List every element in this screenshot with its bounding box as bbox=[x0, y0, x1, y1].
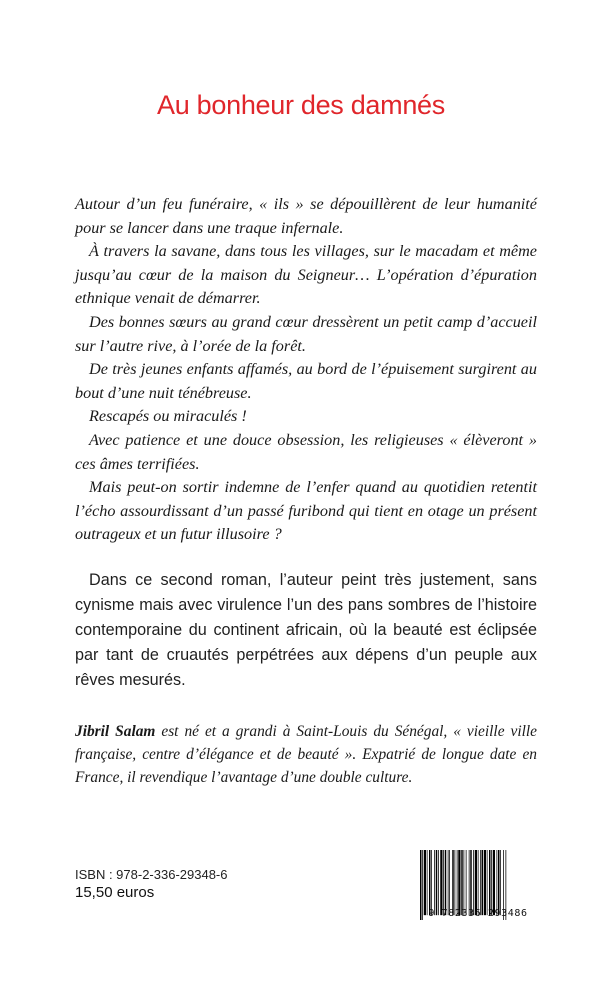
barcode-bar bbox=[427, 850, 428, 915]
barcode-bar bbox=[424, 850, 426, 915]
barcode-bar bbox=[487, 850, 488, 915]
barcode-bar bbox=[458, 850, 460, 915]
barcode-bar bbox=[461, 850, 463, 915]
barcode-bar bbox=[491, 850, 492, 915]
barcode-bar bbox=[445, 850, 447, 915]
blurb-paragraph: De très jeunes enfants affamés, au bord de l’épuisement surgirent au bout d’une nuit ténébreuse. bbox=[75, 360, 537, 402]
book-title: Au bonheur des damnés bbox=[157, 90, 445, 120]
isbn: ISBN : 978-2-336-29348-6 bbox=[75, 867, 228, 882]
blurb-paragraph: Avec patience et une douce obsession, les religieuses « élèveront » ces âmes terrifiées. bbox=[75, 430, 537, 473]
barcode-bar bbox=[431, 850, 432, 915]
blurb bbox=[75, 193, 537, 547]
blurb-paragraph: À travers la savane, dans tous les villages, sur le macadam et même jusqu’au cœur de la maison du Seigneur… L’opération d’épuration ethnique venait de démarrer. bbox=[75, 242, 537, 308]
barcode-bar bbox=[434, 850, 435, 915]
barcode-bar bbox=[480, 850, 481, 915]
barcode-bar bbox=[466, 850, 467, 915]
barcode-bar bbox=[484, 850, 486, 915]
blurb-paragraph: Des bonnes sœurs au grand cœur dressèrent un petit camp d’accueil sur l’autre rive, à l’orée de la forêt. bbox=[75, 312, 537, 355]
barcode-bar bbox=[436, 850, 438, 915]
barcode-bar bbox=[493, 850, 495, 915]
barcode-bar bbox=[489, 850, 491, 915]
barcode-bar bbox=[470, 850, 472, 915]
bio-text: est né et a grandi à Saint-Louis du Sénégal, « vieille ville française, centre d’élégance et de beauté ». Expatrié de longue date en France, il revendique l’avantage d’une double culture. bbox=[75, 723, 537, 786]
barcode-bar bbox=[498, 850, 500, 915]
summary bbox=[75, 568, 537, 693]
barcode-bar bbox=[440, 850, 442, 915]
price: 15,50 euros bbox=[75, 884, 155, 901]
barcode-bar bbox=[482, 850, 484, 915]
barcode-bar bbox=[464, 850, 465, 915]
blurb-paragraph: Rescapés ou miraculés ! bbox=[89, 407, 247, 426]
barcode-bar bbox=[469, 850, 470, 915]
barcode-bar bbox=[449, 850, 450, 915]
barcode-bar bbox=[455, 850, 456, 915]
author-name: Jibril Salam bbox=[75, 723, 156, 740]
barcode-bar bbox=[448, 850, 449, 915]
barcode-bar bbox=[473, 850, 474, 915]
summary-paragraph: Dans ce second roman, l’auteur peint très justement, sans cynisme mais avec virulence l’un des pans sombres de l’histoire contemporaine du continent africain, où la beauté est éclipsée par tant de cruautés perpétrées aux dépens d’un peuple aux rêves mesurés. bbox=[75, 571, 537, 689]
barcode-bar bbox=[429, 850, 431, 915]
barcode-bar bbox=[443, 850, 444, 915]
barcode-bar bbox=[478, 850, 479, 915]
barcode-bar bbox=[500, 850, 501, 915]
bio-paragraph bbox=[75, 720, 537, 789]
barcode-bar bbox=[438, 850, 439, 915]
barcode-bar bbox=[457, 850, 458, 915]
barcode-bar bbox=[452, 850, 454, 915]
barcode-digits: 9 782336 293486 bbox=[428, 908, 528, 919]
blurb-paragraph: Mais peut-on sortir indemne de l’enfer quand au quotidien retentit l’écho assourdissant d’un passé furibond qui tient en otage un présent outrageux et un futur illusoire ? bbox=[75, 478, 537, 544]
barcode-bar bbox=[497, 850, 498, 915]
barcode-bar bbox=[475, 850, 477, 915]
author-bio bbox=[75, 720, 537, 789]
blurb-paragraph: Autour d’un feu funéraire, « ils » se dépouillèrent de leur humanité pour se lancer dans une traque infernale. bbox=[75, 195, 537, 237]
